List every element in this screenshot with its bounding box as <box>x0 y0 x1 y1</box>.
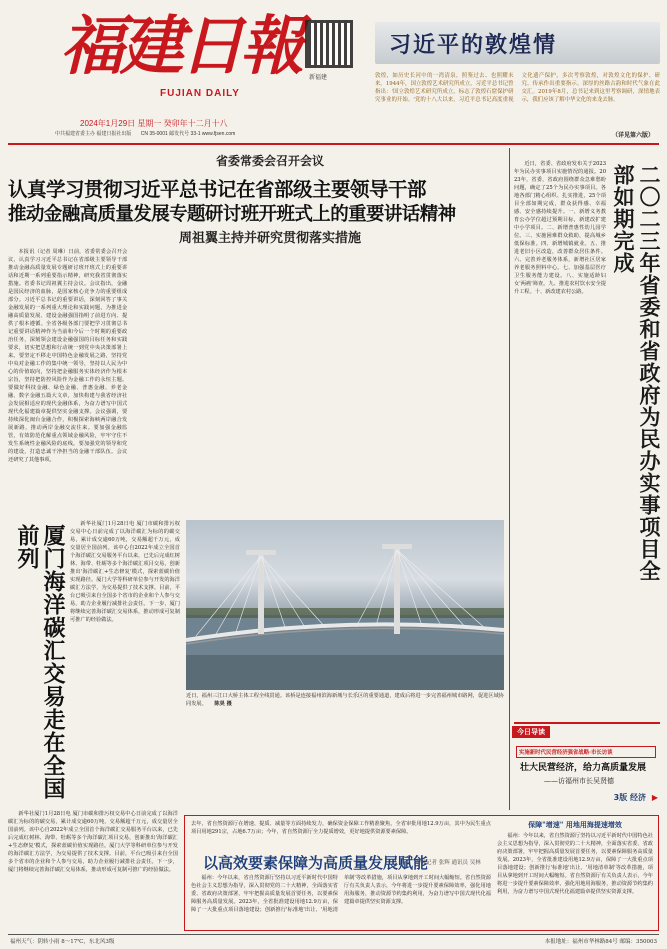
info-left: 中共福建省委主办 福建日报社出版 <box>55 131 132 137</box>
bridge-photo <box>186 520 504 690</box>
qr-label: 新福建 <box>309 74 328 81</box>
info-right: CN 35-0001 邮发代号 33-1 www.fjsen.com <box>140 131 236 137</box>
commentary-byline: 本报记者 张辉 通讯员 吴林 <box>415 860 481 866</box>
commentary-body <box>191 874 491 928</box>
vertical-headline: 二〇二三年省委和省政府为民办实事项目全部如期完成 <box>611 164 661 582</box>
lead-body-text: 本报讯（记者 周琳）日前，省委常委会召开会议，认真学习习近平总书记在省部级主要领导干部推动金融高质量发展专题研讨班开班式上的重要讲话和近期一系列重要指示精神，研究我省贯彻落实措施。省委书记周祖翼主持会议。会议指出，金融是国民经济的血脉，是国家核心竞争力的重要组成部分。习近平总书记的重要讲话，深刻回答了事关金融发展的一系列重大理论和实践问题，为推进金融高质量发展、建设金融强国指明了前进方向、提供了根本遵循。全省各级各部门要把学习贯彻总书记重要讲话精神作为当前和今后一个时期的重要政治任务，深刻领会建设金融强国的目标任务和实践要求，切实把思想和行动统一到党中央决策部署上来。要坚定不移走中国特色金融发展之路，坚持党中央对金融工作的集中统一领导，坚持以人民为中心的价值取向，坚持把金融服务实体经济作为根本宗旨，坚持把防控风险作为金融工作的永恒主题。要做好科技金融、绿色金融、普惠金融、养老金融、数字金融五篇大文章，加快构建与我省经济社会发展相适应的现代金融体系，为奋力谱写中国式现代化福建篇章提供坚实金融支撑。会议强调，要持续深化闽台金融合作，积极探索海峡两岸融合发展新路，推动两岸金融交流往来。要加强金融监管，有效防范化解重点领域金融风险，牢牢守住不发生系统性金融风险的底线。要加强党的领导和党的建设，打造忠诚干净担当的金融干部队伍。会议还研究了其他事项。 <box>8 249 128 463</box>
lead-subhead: 周祖翼主持并研究贯彻落实措施 <box>178 231 361 246</box>
commentary-body-text: 福州：今年以来，省自然资源厅坚持以习近平新时代中国特色社会主义思想为指导，深入贯彻党的二十大精神，全面落实省委、省政府决策部署，牢牢把握高质量发展首要任务，以要素保障服务高质量发展。2023年，全省批准建设用地12.9万亩，保障了一大批重点项目落地建设；创新推行'标准地'出让、'用地清单制'等改革措施，项目从拿地到开工时间大幅缩短。省自然资源厅有关负责人表示，今年将进一步提升要素保障效率，强化用地用海服务，推动资源节约集约利用，为奋力谱写中国式现代化福建篇章提供坚实资源支撑。 <box>191 875 491 913</box>
footer-right: 本报地址：福州市华林路84号 邮编：350003 <box>544 939 657 945</box>
arrow-icon: ▶ <box>651 793 658 802</box>
newspaper-title: 福建日報 <box>60 9 300 84</box>
today-headline: 壮大民营经济，给力高质量发展 <box>520 763 647 773</box>
xiamen-body-cont <box>8 810 178 928</box>
column-note: （详见第六版） <box>612 132 655 139</box>
today-tag: 实施新时代民营经济强省战略·市长访谈 <box>516 746 656 758</box>
commentary-headline: 以高效要素保障为高质量发展赋能 <box>203 854 429 872</box>
vertical-body-text: 近日，省委、省政府发布关于2023年为民办实事项目实施情况的通报。2023年，省委、省政府围绕群众急难愁盼问题，确定了25个为民办实事项目。各地各部门精心组织、扎实推进，25个项目全部如期完成，群众获得感、幸福感、安全感持续提升。一、新增义务教育公办学位超过预期目标，新建改扩建中小学项目。二、新增普惠性幼儿园学位。三、实施困难群众救助，提高城乡低保标准。四、新增城镇就业。五、推进老旧小区改造，改善群众居住条件。六、完善养老服务体系，新增社区居家养老服务照料中心。七、加强基层医疗卫生服务能力建设。八、实施适龄妇女'两癌'筛查。九、推进农村饮水安全提升工程。十、新改建农村公路。 <box>514 161 606 295</box>
lead-headline-2: 推动金融高质量发展专题研讨班开班式上的重要讲话精神 <box>8 204 456 225</box>
lead-headline-1: 认真学习贯彻习近平总书记在省部级主要领导干部 <box>8 178 427 201</box>
vertical-body <box>514 160 606 720</box>
commentary-intro-text: 去年，省自然资源厅在增速、提质、减量等方面持续发力，确保资金保障工作精准聚焦，全省审批用地12.9万亩，其中为民生重点项目用地291宗，占地6.7万亩；今年，省自然资源厅全力提质增效，更好地提供资源要素保障。 <box>191 821 491 835</box>
lead-kicker: 省委常委会召开会议 <box>215 154 324 168</box>
column-body <box>375 72 660 128</box>
today-box <box>514 722 660 812</box>
photo-credit: 陈昊 摄 <box>214 701 232 707</box>
masthead-info <box>55 130 385 137</box>
commentary-body-right <box>497 832 653 928</box>
xiamen-body <box>70 520 180 810</box>
today-label: 今日导读 <box>512 726 550 738</box>
today-page-link[interactable]: 3版 经济 <box>613 793 646 802</box>
commentary-intro <box>191 820 491 850</box>
bridge-photo-art <box>186 520 504 690</box>
xiamen-body-text: 新华社厦门1月28日电 厦门市碳和排污权交易中心日前完成了以海洋碳汇为标的的碳交易，累计成交逾60万吨，交易额超千万元，成交量居全国前列。该中心自2022年成立全国首个海洋碳汇交易服务平台以来，已先后完成红树林、海带、牡蛎等多个海洋碳汇项目交易，创新推出'海洋碳汇+生态修复'模式，探索蓝碳价值实现路径。厦门大学等科研单位参与开发的海洋碳汇方法学，为交易提供了技术支撑。目前，平台已吸引来自全国多个省市的企业和个人参与交易，助力企业履行减排社会责任。下一步，厦门将继续完善海洋碳汇交易体系，推动形成可复制可推广的经验做法。 <box>70 521 180 623</box>
qr-code <box>305 20 353 68</box>
photo-caption-text: 近日，福州三江口大桥主体工程全线贯通。该桥是连接福州滨海新城与长乐区的重要通道，建成后将进一步完善福州城市路网，促进区域协同发展。 <box>186 693 504 707</box>
commentary-box <box>184 815 659 931</box>
column-body-text: 敦煌，如历史长河中的一湾清泉，照鉴过去、也照耀未来。1944年，国立敦煌艺术研究所成立，习近平总书记曾指出：'国立敦煌艺术研究所成立，标志了敦煌石窟保护研究事业的开始。'党的十八大以来，习近平总书记高度重视文化遗产保护，多次考察敦煌，对敦煌文化的保护、研究、传承作出重要指示。深厚的丝路古韵和时代气象在此交汇。2019年8月，总书记来到这里考察调研，深情地表示，我们应该了解中华文化的来龙去脉。 <box>375 73 660 103</box>
top-rule <box>8 143 659 145</box>
xiamen-headline: 厦门海洋碳汇交易走在全国前列 <box>14 524 66 800</box>
masthead <box>50 6 305 146</box>
today-sub: ——访福州市长吴贤德 <box>544 777 614 785</box>
newspaper-pinyin: FUJIAN DAILY <box>160 88 240 99</box>
xiamen-body-text-2: 新华社厦门1月28日电 厦门市碳和排污权交易中心日前完成了以海洋碳汇为标的的碳交易，累计成交逾60万吨，交易额超千万元，成交量居全国前列。该中心自2022年成立全国首个海洋碳汇交易服务平台以来，已先后完成红树林、海带、牡蛎等多个海洋碳汇项目交易，创新推出'海洋碳汇+生态修复'模式，探索蓝碳价值实现路径。厦门大学等科研单位参与开发的海洋碳汇方法学，为交易提供了技术支撑。目前，平台已吸引来自全国多个省市的企业和个人参与交易，助力企业履行减排社会责任。下一步，厦门将继续完善海洋碳汇交易体系，推动形成可复制可推广的经验做法。 <box>8 811 178 873</box>
column-title: 习近平的敦煌情 <box>389 33 558 58</box>
divider-right <box>509 148 510 810</box>
commentary-subhead: 保障"增速" 用地用海提速增效 <box>528 820 622 829</box>
photo-caption <box>186 692 504 714</box>
footer-left: 福州天气：阴转小雨 8～17℃，东北风3级 <box>10 939 115 945</box>
date-line: 2024年1月29日 星期一 癸卯年十二月十八 <box>80 119 228 128</box>
footer-rule <box>8 934 659 935</box>
column-banner <box>375 22 660 64</box>
lead-body <box>8 248 503 513</box>
commentary-body-right-text: 福州：今年以来，省自然资源厅坚持以习近平新时代中国特色社会主义思想为指导，深入贯彻党的二十大精神，全面落实省委、省政府决策部署，牢牢把握高质量发展首要任务，以要素保障服务高质量发展。2023年，全省批准建设用地12.9万亩，保障了一大批重点项目落地建设；创新推行'标准地'出让、'用地清单制'等改革措施，项目从拿地到开工时间大幅缩短。省自然资源厅有关负责人表示，今年将进一步提升要素保障效率，强化用地用海服务，推动资源节约集约利用，为奋力谱写中国式现代化福建篇章提供坚实资源支撑。 <box>497 833 653 895</box>
